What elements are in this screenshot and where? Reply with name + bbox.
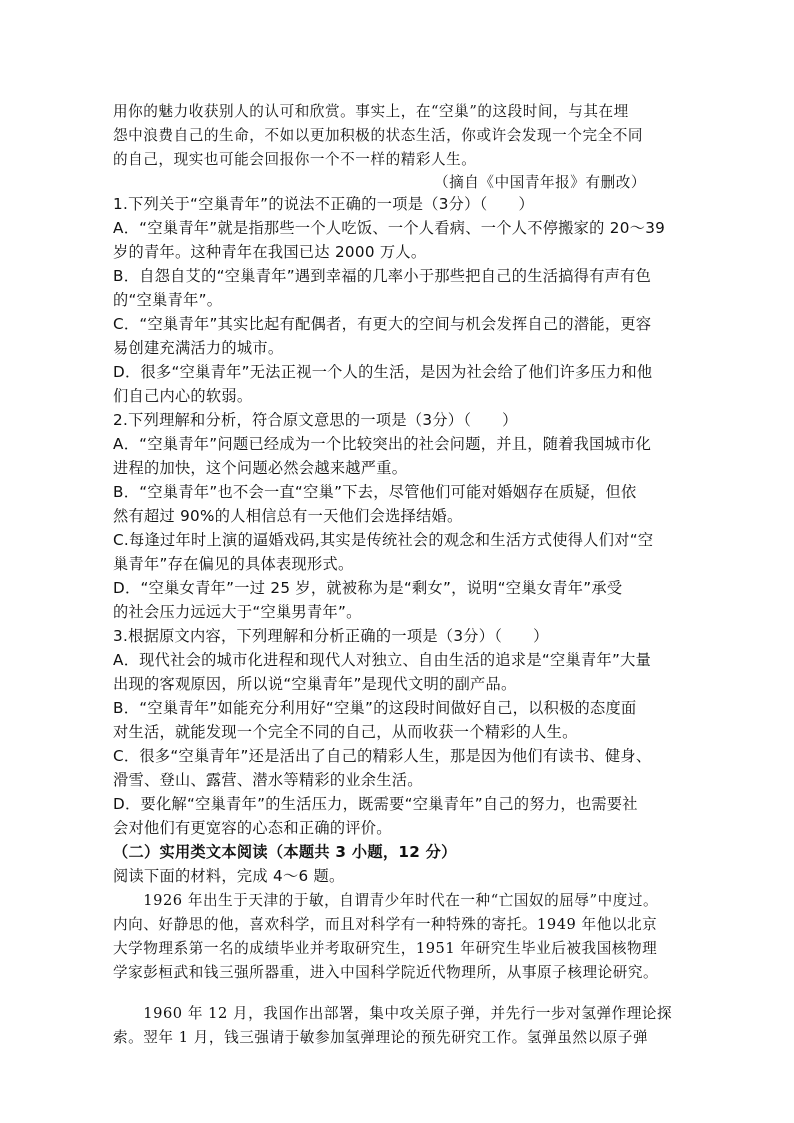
q1-option-d-cont: 们自己内心的软弱。 <box>113 387 253 405</box>
article-line: 学家彭桓武和钱三强所器重，进入中国科学院近代物理所，从事原子核理论研究。 <box>113 964 659 981</box>
q1-option-b: B．自怨自艾的“空巢青年”遇到幸福的几率小于那些把自己的生活搞得有声有色 <box>113 267 652 285</box>
q2-option-a-cont: 进程的加快，这个问题必然会越来越严重。 <box>113 459 408 477</box>
source-citation: （摘自《中国青年报》有删改） <box>434 174 647 191</box>
q2-option-b: B．“空巢青年”也不会一直“空巢”下去，尽管他们可能对婚姻存在质疑，但依 <box>113 483 637 501</box>
q2-option-d: D．“空巢女青年”一过 25 岁，就被称为是“剩女”，说明“空巢女青年”承受 <box>113 579 623 597</box>
q3-option-d: D．要化解“空巢青年”的生活压力，既需要“空巢青年”自己的努力，也需要社 <box>113 795 638 813</box>
q3-option-a-cont: 出现的客观原因，所以说“空巢青年”是现代文明的副产品。 <box>113 675 517 693</box>
q3-option-d-cont: 会对他们有更宽容的心态和正确的评价。 <box>113 819 392 837</box>
article-line: 大学物理系第一名的成绩毕业并考取研究生，1951 年研究生毕业后被我国核物理 <box>113 940 658 957</box>
question-2-stem: 2.下列理解和分析，符合原文意思的一项是（3分）（ ） <box>113 411 518 429</box>
q1-option-c-cont: 易创建充满活力的城市。 <box>113 339 284 357</box>
passage-line: 用你的魅力收获别人的认可和欣赏。事实上，在“空巢”的这段时间，与其在埋 <box>113 103 629 120</box>
section-heading: （二）实用类文本阅读（本题共 3 小题，12 分） <box>113 843 457 861</box>
article-line: 1960 年 12 月，我国作出部署，集中攻关原子弹，并先行一步对氢弹作理论探 <box>113 1005 673 1022</box>
q3-option-c-cont: 滑雪、登山、露营、潜水等精彩的业余生活。 <box>113 771 423 789</box>
question-3-stem: 3.根据原文内容，下列理解和分析正确的一项是（3分）（ ） <box>113 627 549 645</box>
q1-option-d: D．很多“空巢青年”无法正视一个人的生活，是因为社会给了他们许多压力和他 <box>113 363 653 381</box>
q1-option-a-cont: 岁的青年。这种青年在我国已达 2000 万人。 <box>113 243 427 261</box>
passage-line: 怨中浪费自己的生命，不如以更加积极的状态生活，你或许会发现一个完全不同 <box>113 127 644 144</box>
q1-option-a: A．“空巢青年”就是指那些一个人吃饭、一个人看病、一个人不停搬家的 20～39 <box>113 219 666 237</box>
q2-option-a: A．“空巢青年”问题已经成为一个比较突出的社会问题，并且，随着我国城市化 <box>113 435 652 453</box>
q3-option-a: A．现代社会的城市化进程和现代人对独立、自由生活的追求是“空巢青年”大量 <box>113 651 652 669</box>
section-instruction: 阅读下面的材料，完成 4～6 题。 <box>113 867 345 885</box>
q2-option-b-cont: 然有超过 90%的人相信总有一天他们会选择结婚。 <box>113 507 463 525</box>
article-line: 内向、好静思的他，喜欢科学，而且对科学有一种特殊的寄托。1949 年他以北京 <box>113 916 658 933</box>
passage-line: 的自己，现实也可能会回报你一个不一样的精彩人生。 <box>113 151 477 168</box>
article-line: 索。翌年 1 月，钱三强请于敏参加氢弹理论的预先研究工作。氢弹虽然以原子弹 <box>113 1029 649 1046</box>
q3-option-c: C．很多“空巢青年”还是活出了自己的精彩人生，那是因为他们有读书、健身、 <box>113 747 652 765</box>
q2-option-d-cont: 的社会压力远远大于“空巢男青年”。 <box>113 603 362 621</box>
q3-option-b-cont: 对生活，就能发现一个完全不同的自己，从而收获一个精彩的人生。 <box>113 723 578 741</box>
question-1-stem: 1.下列关于“空巢青年”的说法不正确的一项是（3分）（ ） <box>113 195 534 213</box>
q3-option-b: B．“空巢青年”如能充分利用好“空巢”的这段时间做好自己，以积极的态度面 <box>113 699 637 717</box>
article-line: 1926 年出生于天津的于敏，自谓青少年时代在一种“亡国奴的屈辱”中度过。 <box>113 892 659 909</box>
q2-option-c: C.每逢过年时上演的逼婚戏码,其实是传统社会的观念和生活方式使得人们对“空 <box>113 531 654 549</box>
q1-option-b-cont: 的“空巢青年”。 <box>113 291 223 309</box>
q2-option-c-cont: 巢青年”存在偏见的具体表现形式。 <box>113 555 354 573</box>
q1-option-c: C．“空巢青年”其实比起有配偶者，有更大的空间与机会发挥自己的潜能，更容 <box>113 315 652 333</box>
